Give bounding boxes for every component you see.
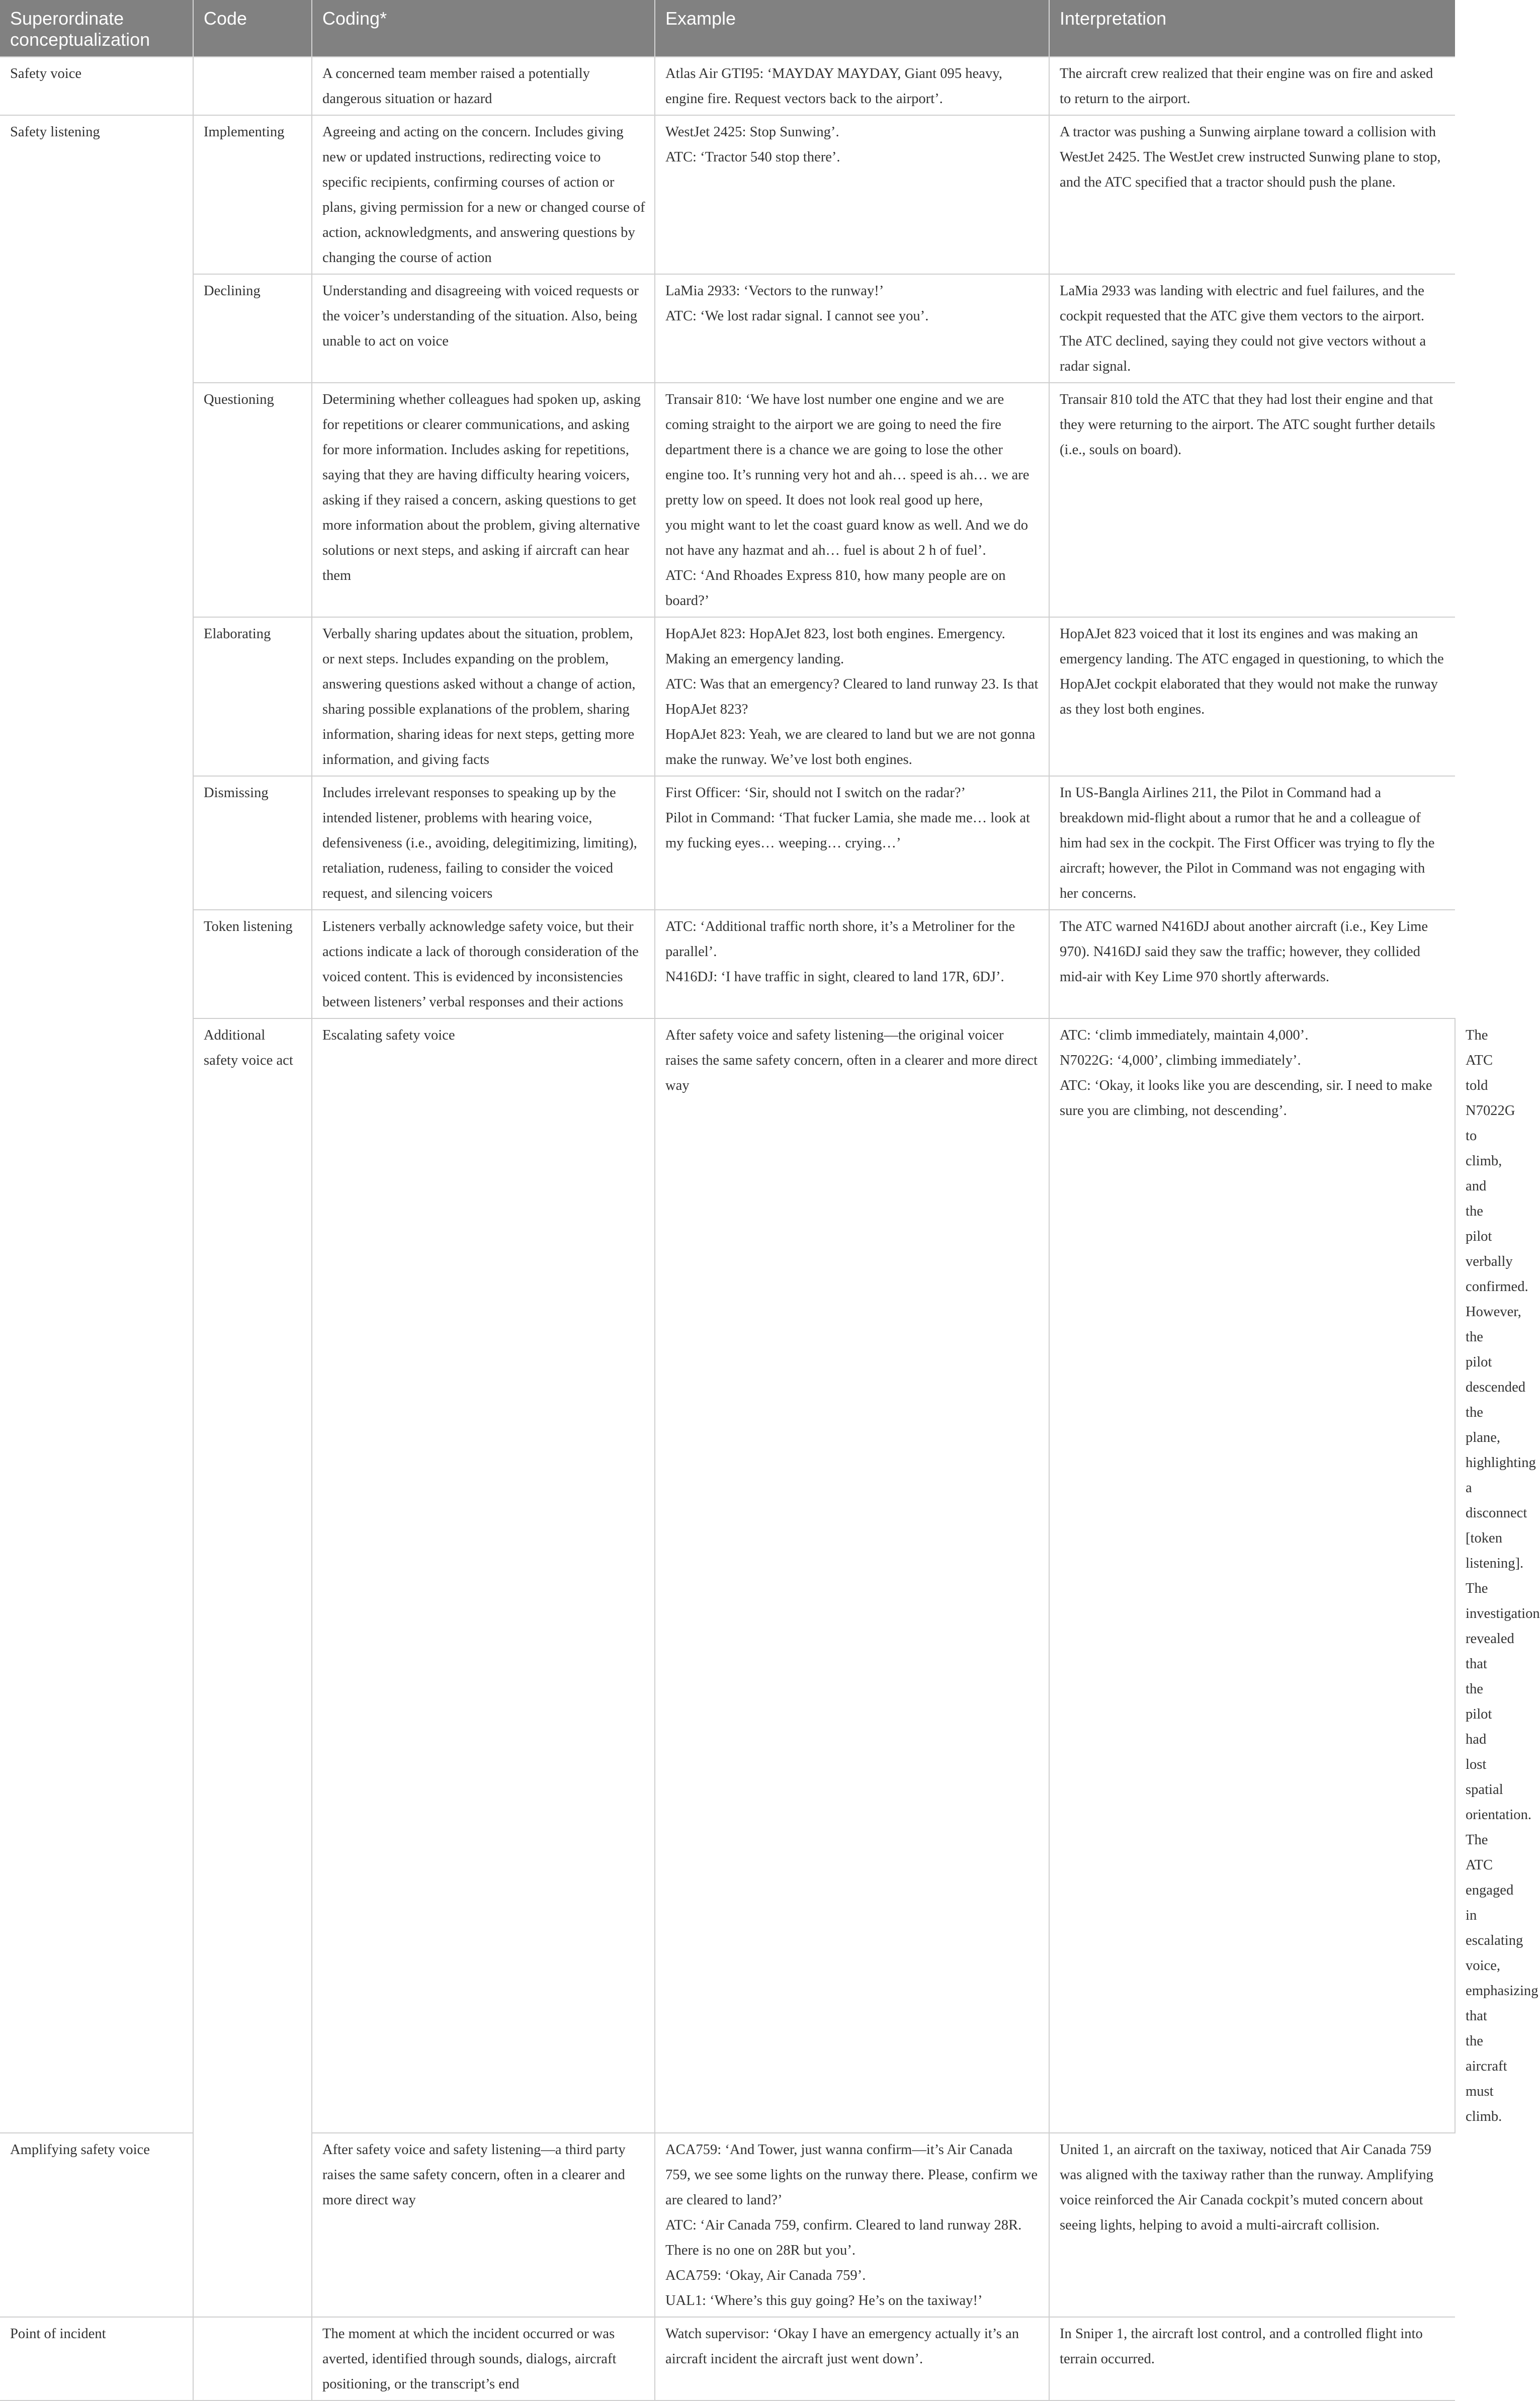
table-row	[0, 274, 1455, 383]
example-cell	[655, 776, 1049, 910]
code-cell: Token listening	[193, 910, 312, 1018]
code-cell	[193, 2317, 312, 2400]
header-example: Example	[655, 0, 1049, 57]
table-row	[0, 776, 1455, 910]
example-line: N416DJ: ‘I have traffic in sight, cleared to land 17R, 6DJ’.	[665, 969, 1004, 985]
example-line: ATC: ‘And Rhoades Express 810, how many people are on board?’	[665, 568, 1006, 609]
code-cell: Dismissing	[193, 776, 312, 910]
interpretation-cell: In Sniper 1, the aircraft lost control, and a controlled flight into terrain occurred.	[1049, 2317, 1455, 2400]
header-code: Code	[193, 0, 312, 57]
interpretation-cell: The ATC warned N416DJ about another aircraft (i.e., Key Lime 970). N416DJ said they saw the traffic; however, they collided mid-air with Key Lime 970 shortly afterwards.	[1049, 910, 1455, 1018]
coding-cell: A concerned team member raised a potentially dangerous situation or hazard	[312, 57, 655, 115]
example-line: HopAJet 823: HopAJet 823, lost both engines. Emergency. Making an emergency landing.	[665, 626, 1005, 667]
example-line: ATC: Was that an emergency? Cleared to land runway 23. Is that HopAJet 823?	[665, 676, 1039, 717]
example-line: Watch supervisor: ‘Okay I have an emergency actually it’s an aircraft incident the aircraft just went down’.	[665, 2326, 1019, 2367]
table-row	[0, 910, 1455, 1018]
code-cell: Escalating safety voice	[312, 1018, 655, 2133]
example-line: ATC: ‘Air Canada 759, confirm. Cleared to land runway 28R. There is no one on 28R but you’.	[665, 2217, 1022, 2258]
example-line: ATC: ‘Tractor 540 stop there’.	[665, 149, 840, 165]
coding-cell: Verbally sharing updates about the situation, problem, or next steps. Includes expanding on the problem, answering questions asked without a change of action, sharing possible explanations of the problem, sharing information, sharing ideas for next steps, getting more information, and giving facts	[312, 617, 655, 776]
code-cell: Elaborating	[193, 617, 312, 776]
example-line: First Officer: ‘Sir, should not I switch on the radar?’	[665, 785, 966, 801]
header-coding: Coding*	[312, 0, 655, 57]
example-cell	[655, 274, 1049, 383]
example-line: HopAJet 823: Yeah, we are cleared to land but we are not gonna make the runway. We’ve lost both engines.	[665, 727, 1036, 767]
interpretation-cell: In US-Bangla Airlines 211, the Pilot in Command had a breakdown mid-flight about a rumor that he and a colleague of him had sex in the cockpit. The First Officer was trying to fly the aircraft; however, the Pilot in Command was not engaging with her concerns.	[1049, 776, 1455, 910]
category-cell: Additional safety voice act	[193, 1018, 312, 2317]
interpretation-cell: United 1, an aircraft on the taxiway, noticed that Air Canada 759 was aligned with the taxiway rather than the runway. Amplifying voice reinforced the Air Canada cockpit’s muted concern about seeing lights, helping to avoid a multi-aircraft collision.	[1049, 2133, 1455, 2317]
interpretation-cell: LaMia 2933 was landing with electric and fuel failures, and the cockpit requested that the ATC give them vectors to the airport. The ATC declined, saying they could not give vectors without a radar signal.	[1049, 274, 1455, 383]
code-cell: Declining	[193, 274, 312, 383]
coding-cell: Understanding and disagreeing with voiced requests or the voicer’s understanding of the situation. Also, being unable to act on voice	[312, 274, 655, 383]
example-line: WestJet 2425: Stop Sunwing’.	[665, 124, 839, 140]
code-cell	[193, 57, 312, 115]
example-line: LaMia 2933: ‘Vectors to the runway!’	[665, 283, 884, 299]
example-cell	[655, 2317, 1049, 2400]
example-cell	[655, 2133, 1049, 2317]
example-line: ATC: ‘Okay, it looks like you are descending, sir. I need to make sure you are climbing, not descending’.	[1060, 1078, 1432, 1119]
example-cell	[655, 910, 1049, 1018]
example-line: ATC: ‘climb immediately, maintain 4,000’.	[1060, 1027, 1309, 1043]
example-line: ACA759: ‘And Tower, just wanna confirm—it’s Air Canada 759, we see some lights on the runway there. Please, confirm we are cleared to land?’	[665, 2142, 1038, 2208]
example-cell	[1049, 1018, 1455, 2133]
header-row	[0, 0, 1455, 57]
example-line: Atlas Air GTI95: ‘MAYDAY MAYDAY, Giant 095 heavy, engine fire. Request vectors back to the airport’.	[665, 66, 1002, 107]
example-line: Transair 810: ‘We have lost number one engine and we are coming straight to the airport we are going to need the fire department there is a chance we are going to lose the other engine too. It’s running very hot and ah… speed is ah… we are pretty low on speed. It does not look real good up here,	[665, 392, 1030, 508]
example-line: UAL1: ‘Where’s this guy going? He’s on the taxiway!’	[665, 2293, 983, 2308]
example-cell	[655, 617, 1049, 776]
coding-cell: Includes irrelevant responses to speaking up by the intended listener, problems with hearing voice, defensiveness (i.e., avoiding, delegitimizing, limiting), retaliation, rudeness, failing to consider the voiced request, and silencing voicers	[312, 776, 655, 910]
example-cell	[655, 57, 1049, 115]
example-line: ATC: ‘We lost radar signal. I cannot see you’.	[665, 308, 929, 324]
example-line: ACA759: ‘Okay, Air Canada 759’.	[665, 2268, 866, 2283]
code-cell: Implementing	[193, 115, 312, 274]
header-interpretation: Interpretation	[1049, 0, 1455, 57]
coding-cell: Listeners verbally acknowledge safety voice, but their actions indicate a lack of thorough consideration of the voiced content. This is evidenced by inconsistencies between listeners’ verbal responses and their actions	[312, 910, 655, 1018]
interpretation-cell: The aircraft crew realized that their engine was on fire and asked to return to the airport.	[1049, 57, 1455, 115]
example-cell	[655, 115, 1049, 274]
example-line: N7022G: ‘4,000’, climbing immediately’.	[1060, 1053, 1301, 1068]
table-row: Additional safety voice act Escalating safety voice After safety voice and safety listening—the original voicer raises the same safety concern, often in a clearer and more direct way ATC: ‘climb immediately, maintain 4,000’. N7022G: ‘4,000’, climbing immediately’. ATC: ‘Okay, it looks like you are descending, sir. I need to make sure you are climbing, not descending’. The ATC told N7022G to climb, and the pilot verbally confirmed. However, the pilot descended the plane, highlighting a disconnect [token listening]. The investigation revealed that the pilot had lost spatial orientation. The ATC engaged in escalating voice, emphasizing that the aircraft must climb.	[0, 1018, 1455, 2133]
code-cell: Amplifying safety voice	[0, 2133, 193, 2317]
coding-cell: The moment at which the incident occurred or was averted, identified through sounds, dialogs, aircraft positioning, or the transcript’s end	[312, 2317, 655, 2400]
interpretation-cell: Transair 810 told the ATC that they had lost their engine and that they were returning to the airport. The ATC sought further details (i.e., souls on board).	[1049, 383, 1455, 617]
example-line: you might want to let the coast guard know as well. And we do not have any hazmat and ah… fuel is about 2 h of fuel’.	[665, 518, 1029, 558]
coding-cell: After safety voice and safety listening—a third party raises the same safety concern, often in a clearer and more direct way	[312, 2133, 655, 2317]
category-cell: Safety voice	[0, 57, 193, 115]
table-row	[0, 617, 1455, 776]
coding-cell: Determining whether colleagues had spoken up, asking for repetitions or clearer communications, and asking for more information. Includes asking for repetitions, saying that they are having difficulty hearing voicers, asking if they raised a concern, asking questions to get more information about the problem, giving alternative solutions or next steps, and asking if aircraft can hear them	[312, 383, 655, 617]
interpretation-cell: A tractor was pushing a Sunwing airplane toward a collision with WestJet 2425. The WestJet crew instructed Sunwing plane to stop, and the ATC specified that a tractor should push the plane.	[1049, 115, 1455, 274]
code-cell: Questioning	[193, 383, 312, 617]
example-line: Pilot in Command: ‘That fucker Lamia, she made me… look at my fucking eyes… weeping… crying…’	[665, 810, 1030, 851]
table-row	[0, 115, 1455, 274]
table-row	[0, 2317, 1455, 2400]
example-line: ATC: ‘Additional traffic north shore, it’s a Metroliner for the parallel’.	[665, 919, 1015, 960]
interpretation-cell: HopAJet 823 voiced that it lost its engines and was making an emergency landing. The ATC engaged in questioning, to which the HopAJet cockpit elaborated that they would not make the runway as they lost both engines.	[1049, 617, 1455, 776]
header-superordinate: Superordinate conceptualization	[0, 0, 193, 57]
category-cell: Point of incident	[0, 2317, 193, 2400]
coding-cell: Agreeing and acting on the concern. Includes giving new or updated instructions, redirecting voice to specific recipients, confirming courses of action or plans, giving permission for a new or changed course of action, acknowledgments, and answering questions by changing the course of action	[312, 115, 655, 274]
example-cell	[655, 383, 1049, 617]
table-row	[0, 383, 1455, 617]
table-row	[0, 57, 1455, 115]
category-cell: Safety listening	[0, 115, 193, 2133]
coding-cell: After safety voice and safety listening—the original voicer raises the same safety concern, often in a clearer and more direct way	[655, 1018, 1049, 2133]
